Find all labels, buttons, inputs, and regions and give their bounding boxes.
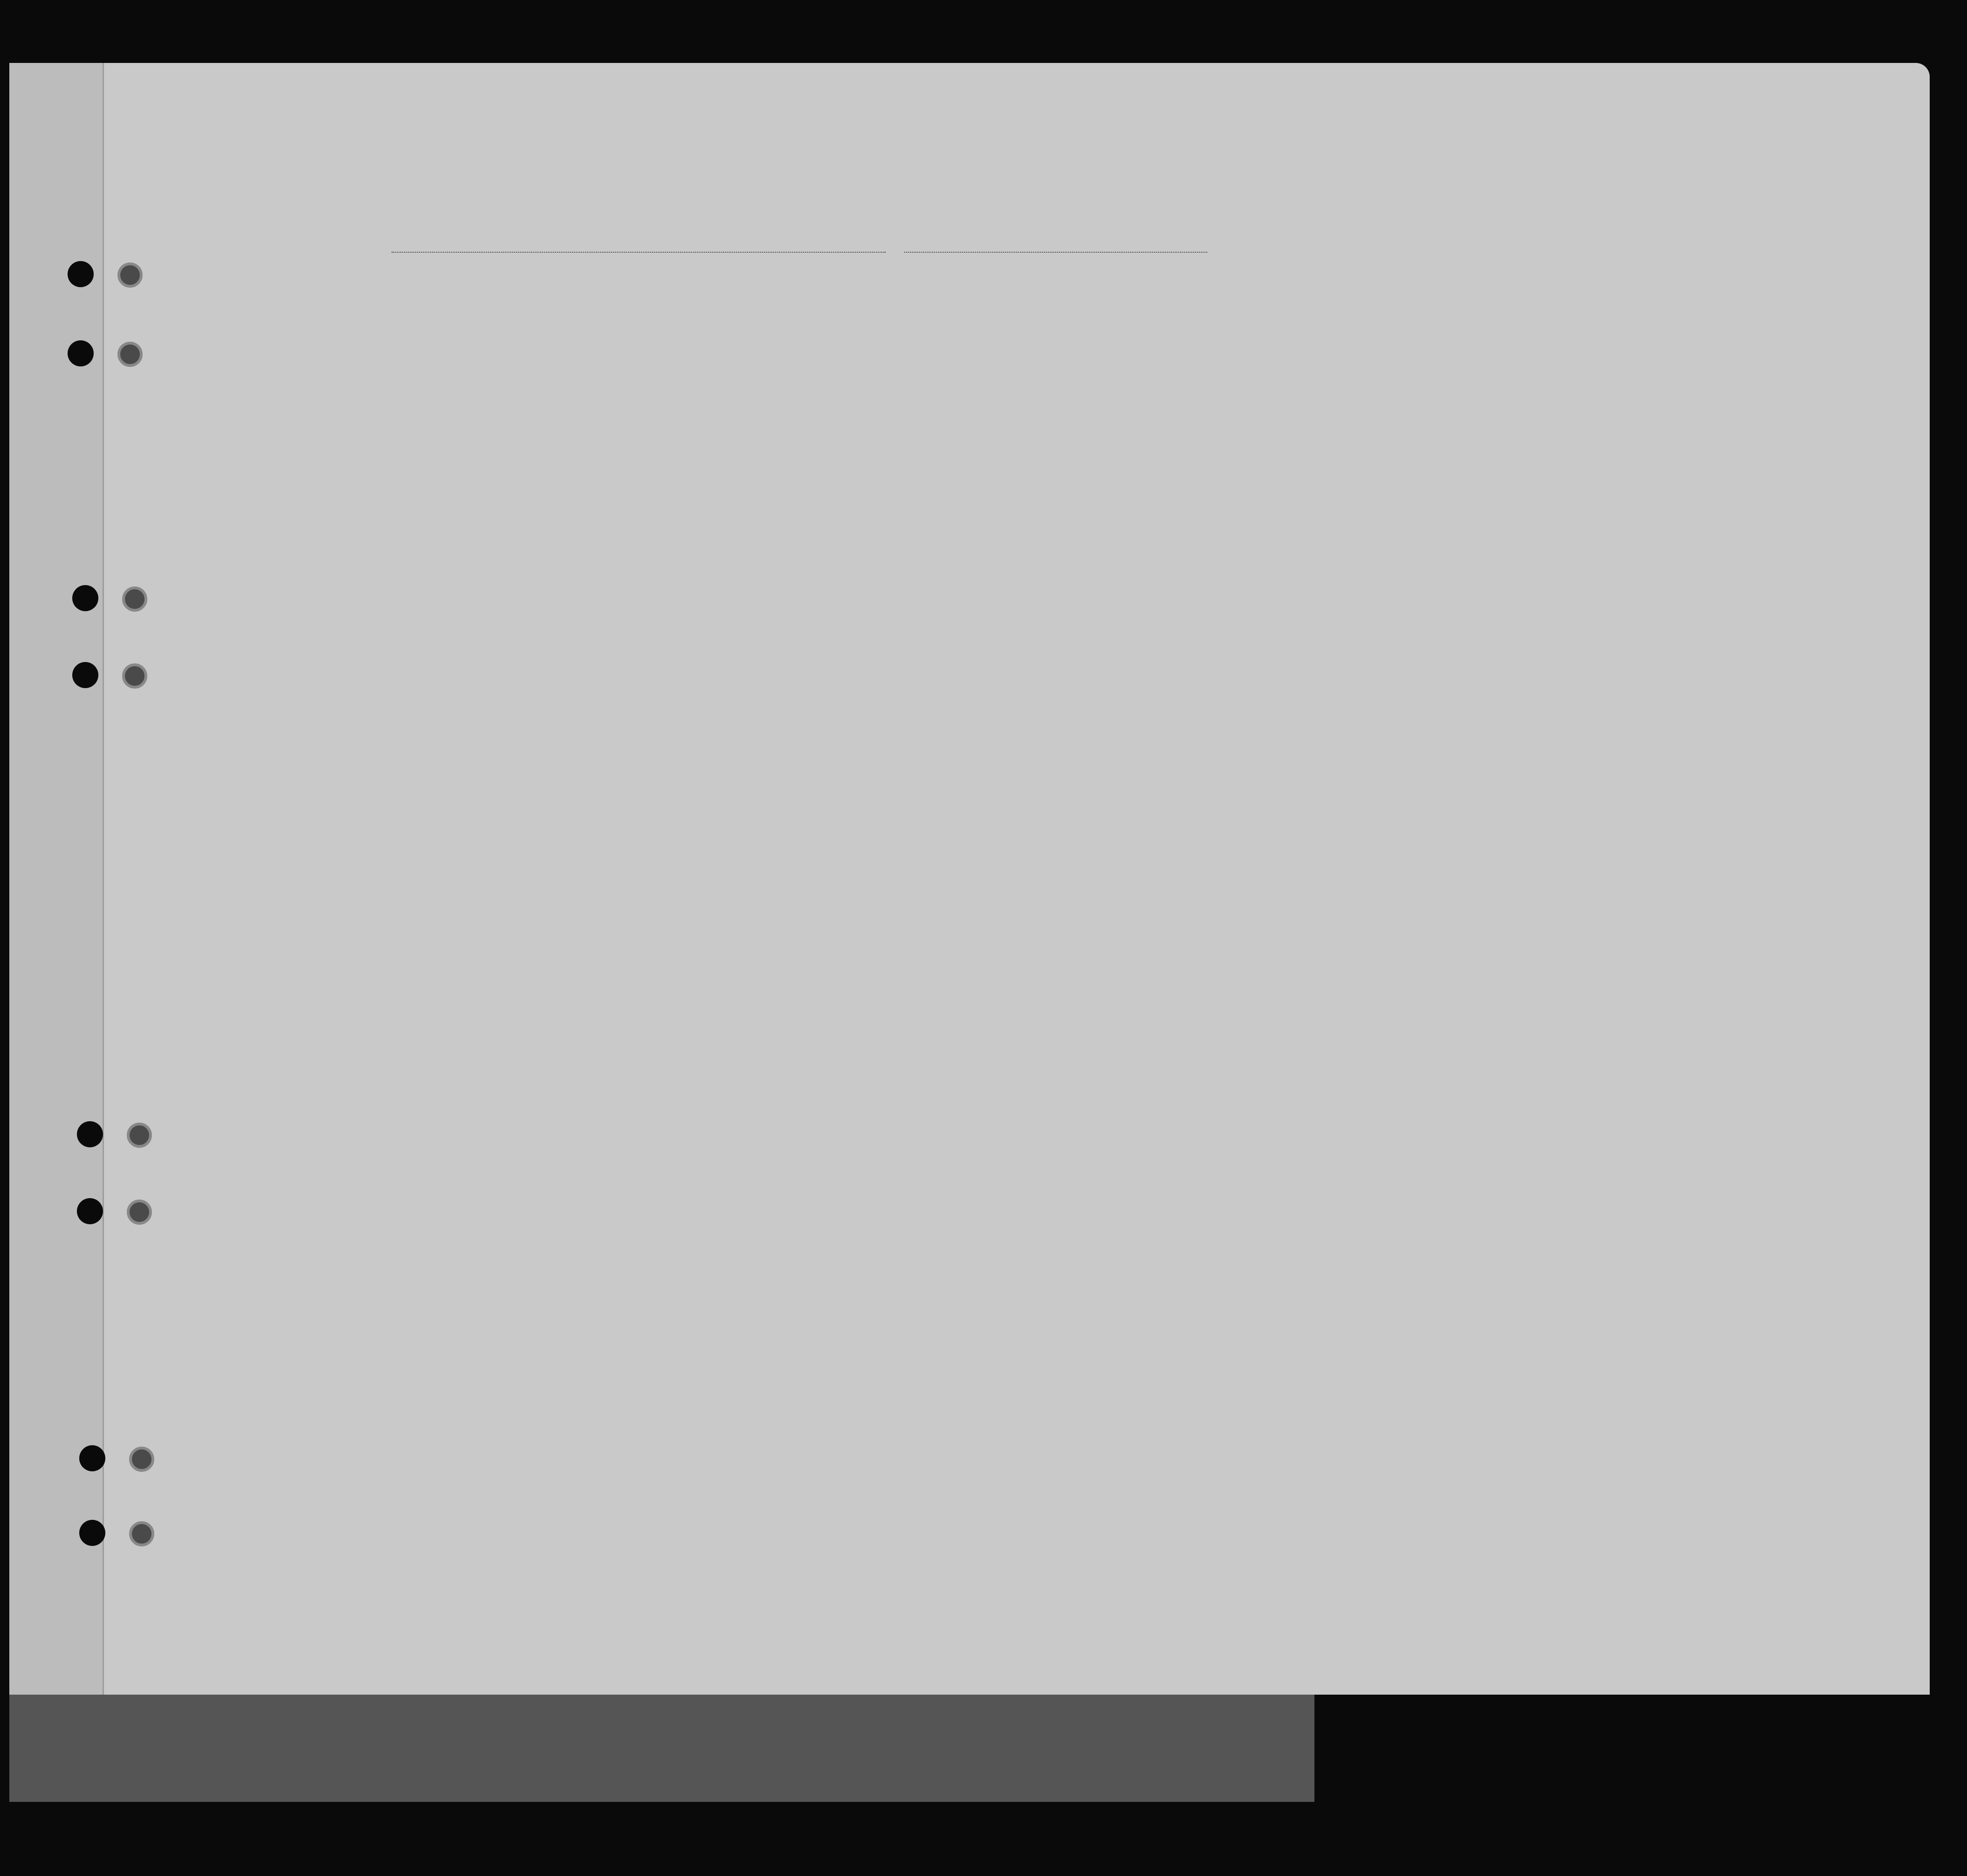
manifest-grid (9, 63, 1930, 1695)
page-bottom-edge (9, 1695, 1314, 1802)
manifest-sheet (9, 63, 1930, 1695)
